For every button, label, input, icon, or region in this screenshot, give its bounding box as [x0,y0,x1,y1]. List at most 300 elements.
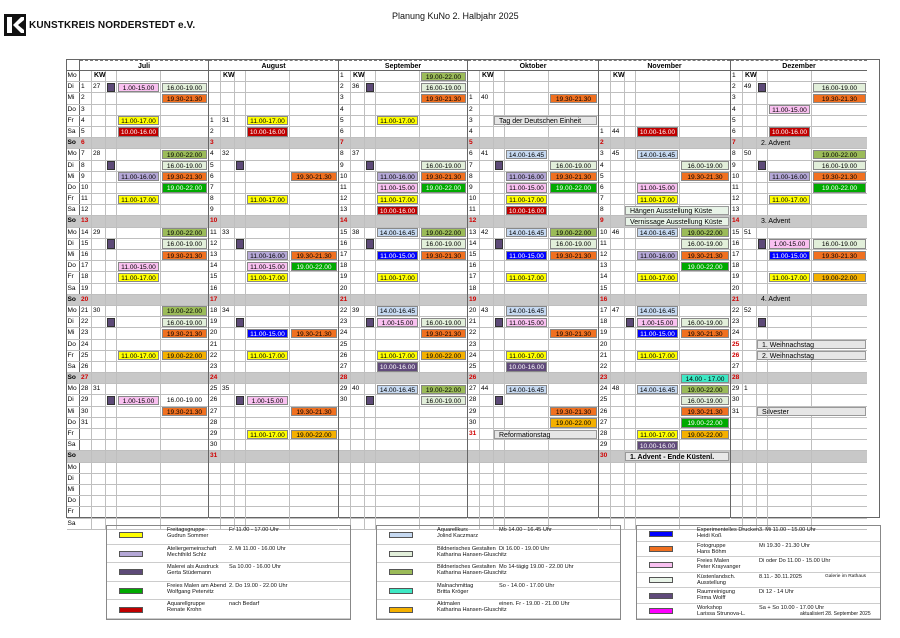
day-row [468,507,598,518]
cleaning-slot [494,418,505,428]
cleaning-slot [625,317,636,327]
advent-note: 4. Advent [761,296,791,304]
event-slot-2 [549,161,598,171]
legend-group-lead: Katharina Hansen-Gluschitz [437,551,507,558]
day-row [468,463,598,474]
event-slot-2 [680,317,730,327]
cleaning-slot [494,183,505,193]
week-number [743,127,757,137]
event-slot-1 [117,340,161,350]
event-chip: 11.00-17.00 [118,351,159,360]
day-row [339,161,467,172]
event-slot-2 [812,317,867,327]
event-slot-2 [290,317,338,327]
cleaning-slot [106,71,117,81]
cleaning-slot [365,138,376,148]
event-slot-2 [549,93,598,103]
week-number [221,105,235,115]
event-slot-1 [246,261,290,271]
event-slot-2 [549,105,598,115]
event-slot-2 [812,71,867,81]
event-chip: 11.00-16.00 [637,251,678,260]
week-number [221,507,235,517]
week-number [611,451,625,461]
event-slot-2 [549,216,598,226]
day-row [339,317,467,328]
cleaning-slot [625,429,636,439]
cleaning-slot [106,105,117,115]
day-row [599,463,730,474]
day-row [80,340,208,351]
day-number: 22 [731,306,743,316]
event-slot-2 [290,418,338,428]
event-slot-2 [680,82,730,92]
day-row [80,105,208,116]
day-number [339,496,351,506]
day-row [209,295,338,306]
day-row [599,485,730,496]
cleaning-slot [106,205,117,215]
event-chip: 10.00-16.00 [377,206,418,215]
cleaning-slot [365,519,376,529]
day-row [731,228,867,239]
event-chip: 19.00-22.00 [421,385,466,394]
event-slot-2 [420,351,467,361]
event-slot-1 [505,239,549,249]
day-number [731,418,743,428]
cleaning-slot [235,395,246,405]
event-slot-2 [290,351,338,361]
day-number: 26 [599,407,611,417]
day-number: 14 [80,228,92,238]
cleaning-slot [757,105,768,115]
cleaning-slot [235,205,246,215]
event-chip: 11.00-15.00 [118,262,159,271]
day-number: 19 [599,328,611,338]
cleaning-slot [625,149,636,159]
cleaning-slot [235,284,246,294]
event-slot-2 [161,183,208,193]
legend-group-name: Ateliergemeinschaft [167,545,217,552]
day-number [731,474,743,484]
event-slot-1 [246,183,290,193]
weekday-label: Mi [67,93,80,104]
day-number: 10 [339,172,351,182]
week-number [221,463,235,473]
day-row [599,93,730,104]
event-chip: 19.30-21.30 [421,329,466,338]
day-number: 15 [731,228,743,238]
day-number: 3 [468,116,480,126]
event-slot-2 [549,239,598,249]
week-number [92,116,106,126]
day-row [468,239,598,250]
event-slot-1 [636,183,680,193]
event-slot-1 [505,395,549,405]
week-number [743,485,757,495]
day-row [468,485,598,496]
cleaning-slot [494,373,505,383]
event-slot-2 [290,138,338,148]
day-row [731,340,867,351]
cleaning-slot [106,161,117,171]
event-chip: 16.00-19.00 [813,161,866,170]
event-chip: 19.30-21.30 [550,251,597,260]
cleaning-slot [365,205,376,215]
week-number [480,463,494,473]
cleaning-slot [757,161,768,171]
event-slot-2 [420,82,467,92]
weekday-label: Fr [67,116,80,127]
event-chip: 19.00-22.00 [162,351,207,360]
cleaning-marker [626,318,634,327]
day-number: 4 [731,105,743,115]
legend-group-lead: Britta Kröger [437,588,469,595]
event-slot-2 [420,384,467,394]
legend-row [107,582,350,601]
week-number [92,317,106,327]
week-number [743,395,757,405]
day-row [80,239,208,250]
event-slot-2 [680,507,730,517]
legend-row [637,588,880,604]
week-number [351,317,365,327]
event-chip: 11.00-17.00 [118,116,159,125]
event-slot-1 [376,183,420,193]
day-row [209,384,338,395]
legend-swatch [119,569,143,575]
week-number [351,407,365,417]
day-number: 8 [731,149,743,159]
week-number [92,340,106,350]
week-number [221,172,235,182]
cleaning-slot [235,429,246,439]
week-number [351,216,365,226]
legend-swatch [389,532,413,538]
cleaning-slot [235,351,246,361]
week-number: 46 [611,228,625,238]
event-slot-2 [812,373,867,383]
day-number [339,418,351,428]
day-row [209,172,338,183]
event-chip: 11.00-17.00 [377,116,418,125]
weekday-label: Mo [67,384,80,395]
event-chip: 16.00-19.00 [162,83,207,92]
cleaning-slot [106,284,117,294]
day-row [599,105,730,116]
event-slot-1 [505,183,549,193]
cleaning-slot [757,317,768,327]
day-row [209,284,338,295]
week-number [221,328,235,338]
legend-group-name: Aquarellgruppe [167,601,205,608]
event-slot-1 [636,328,680,338]
event-slot-2 [290,272,338,282]
legend-group-lead: Mechthild Schlz [167,551,207,558]
day-number [80,440,92,450]
event-slot-1 [636,149,680,159]
day-number: 11 [599,239,611,249]
event-slot-1 [117,474,161,484]
event-slot-2 [290,384,338,394]
week-number [480,272,494,282]
day-number: 20 [339,284,351,294]
event-slot-2 [420,261,467,271]
cleaning-slot [365,496,376,506]
cleaning-slot [106,485,117,495]
week-number [480,105,494,115]
week-number [92,272,106,282]
event-slot-2 [420,194,467,204]
event-chip: 11.00-17.00 [377,351,418,360]
event-slot-1 [117,496,161,506]
event-slot-2 [420,138,467,148]
event-chip: 19.30-21.30 [162,172,207,181]
event-slot-2 [290,284,338,294]
event-slot-2 [290,116,338,126]
day-number: 15 [468,250,480,260]
cleaning-slot [235,149,246,159]
event-slot-1 [246,451,290,461]
event-chip: 1.00-15.00 [637,318,678,327]
legend-row [637,557,880,573]
cleaning-marker [236,396,244,405]
day-row [599,418,730,429]
event-slot-1 [117,284,161,294]
week-number [611,205,625,215]
day-number: 9 [599,216,611,226]
weekday-label: Di [67,395,80,406]
day-number: 25 [209,384,221,394]
weekday-label: Mi [67,407,80,418]
day-number: 30 [731,395,743,405]
week-number: 34 [221,306,235,316]
event-slot-1 [505,373,549,383]
week-number [480,485,494,495]
event-slot-2 [812,474,867,484]
event-slot-1 [505,485,549,495]
cleaning-slot [757,172,768,182]
event-slot-1 [117,216,161,226]
event-slot-1 [636,82,680,92]
event-slot-2 [161,496,208,506]
day-row [339,105,467,116]
day-row [599,250,730,261]
week-number: 40 [351,384,365,394]
day-number: 21 [468,317,480,327]
event-slot-2 [420,284,467,294]
week-number [480,507,494,517]
event-slot-2 [420,496,467,506]
cleaning-marker [107,239,115,248]
cleaning-slot [235,373,246,383]
day-number: 7 [339,138,351,148]
cleaning-marker [366,318,374,327]
day-number [731,429,743,439]
cleaning-slot [235,272,246,282]
legend-row [377,526,620,545]
event-slot-2 [420,328,467,338]
event-chip: 19.00-22.00 [421,228,466,237]
day-row [731,295,867,306]
week-number [611,105,625,115]
cleaning-slot [757,418,768,428]
legend-group-lead: Gudrun Sommer [167,533,209,539]
event-chip: 11.00-15.00 [637,183,678,192]
event-slot-1 [768,362,812,372]
day-number: 21 [339,295,351,305]
day-row [80,205,208,216]
event-slot-1 [117,328,161,338]
day-row [80,463,208,474]
event-slot-2 [549,507,598,517]
day-number: 13 [468,228,480,238]
day-row [209,395,338,406]
cleaning-marker [758,239,766,248]
week-number [351,93,365,103]
day-row [209,183,338,194]
day-number: 14 [339,216,351,226]
week-number [92,485,106,495]
week-number [351,127,365,137]
legend-swatch [649,608,673,614]
week-number [92,407,106,417]
legend-group [437,527,478,539]
cleaning-slot [106,172,117,182]
event-chip: 11.00-17.00 [118,273,159,282]
day-number: 12 [80,205,92,215]
day-number [468,485,480,495]
event-slot-1 [246,384,290,394]
event-chip: 19.30-21.30 [550,329,597,338]
day-number [80,451,92,461]
event-slot-1 [117,306,161,316]
week-number [743,440,757,450]
week-number [351,328,365,338]
day-number: 14 [731,216,743,226]
event-slot-1 [117,127,161,137]
event-slot-1 [768,373,812,383]
week-number [221,474,235,484]
event-slot-1 [768,451,812,461]
day-number: 6 [731,127,743,137]
day-number: 15 [339,228,351,238]
week-number [92,127,106,137]
day-number [80,496,92,506]
day-number: 4 [209,149,221,159]
day-row [339,440,467,451]
week-number [611,284,625,294]
day-row [599,451,730,462]
cleaning-slot [625,261,636,271]
cleaning-slot [235,161,246,171]
day-row [468,183,598,194]
day-row [468,395,598,406]
event-slot-2 [680,485,730,495]
legend-group [697,543,726,555]
event-chip: 16.00-19.00 [813,83,866,92]
week-number [351,496,365,506]
event-slot-1 [768,239,812,249]
week-number [92,440,106,450]
week-number [611,485,625,495]
event-chip: 19.30-21.30 [421,94,466,103]
day-row [468,451,598,462]
cleaning-marker [495,161,503,170]
day-number: 8 [599,205,611,215]
cleaning-slot [106,463,117,473]
week-number [743,328,757,338]
event-slot-1 [117,239,161,249]
legend-swatch [389,551,413,557]
day-row [339,485,467,496]
event-slot-2 [290,306,338,316]
day-number: 25 [80,351,92,361]
event-chip: 10.00-16.00 [118,127,159,136]
event-slot-1 [636,507,680,517]
event-slot-2 [290,328,338,338]
cleaning-slot [235,328,246,338]
day-number: 4 [468,127,480,137]
cleaning-slot [365,351,376,361]
week-number [480,340,494,350]
day-row [80,216,208,227]
event-slot-2 [161,284,208,294]
cleaning-slot [235,317,246,327]
week-number: 49 [743,82,757,92]
event-slot-2 [290,485,338,495]
cleaning-slot [625,507,636,517]
event-slot-2 [290,183,338,193]
event-chip: 19.00-22.00 [813,273,866,282]
kw-label: KW [745,72,757,79]
cleaning-slot [757,272,768,282]
cleaning-slot [757,261,768,271]
day-number: 18 [731,261,743,271]
event-slot-1 [376,429,420,439]
event-slot-2 [680,384,730,394]
event-slot-2 [549,250,598,260]
day-row [80,250,208,261]
week-number: 33 [221,228,235,238]
day-number: 6 [339,127,351,137]
event-slot-2 [549,418,598,428]
day-number [209,71,221,81]
month-september [339,60,468,517]
week-number [743,183,757,193]
event-chip: 11.00-17.00 [637,351,678,360]
event-slot-2 [420,373,467,383]
day-number: 11 [731,183,743,193]
week-number [92,418,106,428]
event-slot-2 [290,429,338,439]
event-slot-1 [376,507,420,517]
event-chip: 16.00-19.00 [162,161,207,170]
day-number: 28 [731,373,743,383]
week-number [480,216,494,226]
day-number: 21 [731,295,743,305]
day-row [731,407,867,418]
day-number: 5 [80,127,92,137]
day-row [339,272,467,283]
week-number: 42 [480,228,494,238]
event-chip: 14.00-16.45 [377,385,418,394]
event-slot-2 [420,228,467,238]
legend-group-name: Küstenlandsch. [697,573,736,580]
event-chip: 1.00-15.00 [118,396,159,405]
day-number: 9 [468,183,480,193]
event-slot-2 [680,429,730,439]
